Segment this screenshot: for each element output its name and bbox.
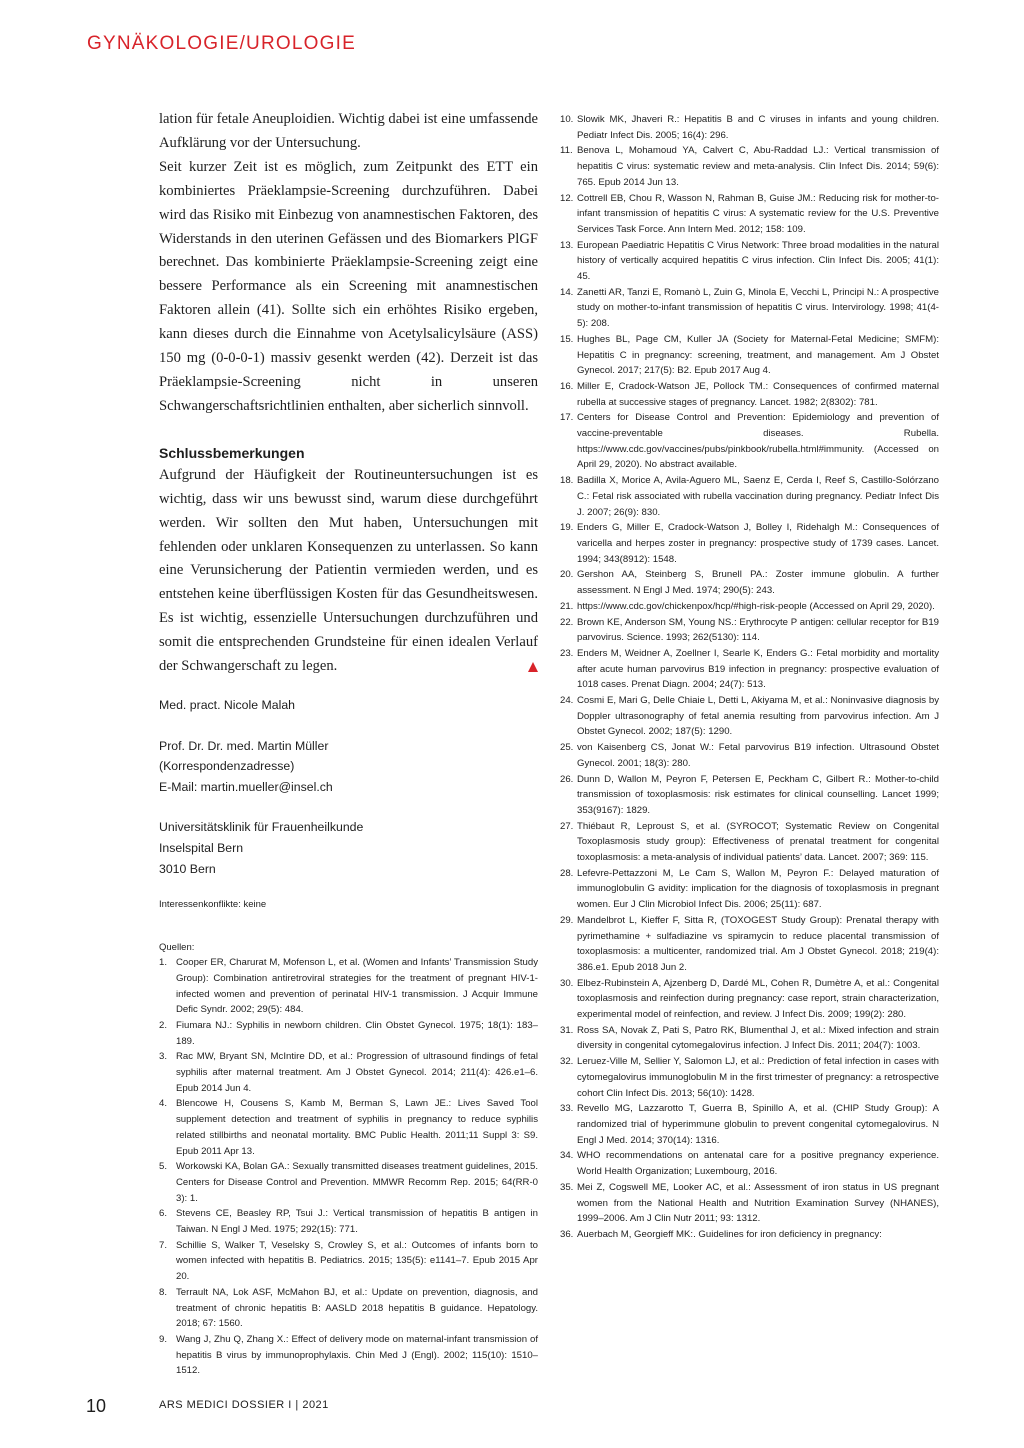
reference-item bbox=[560, 238, 939, 285]
reference-list bbox=[560, 112, 939, 1243]
reference-text: Thiébaut R, Leproust S, et al. (SYROCOT; Systematic Review on Congenital Toxoplasmosis study group): Effectiveness of prenatal treatment for congenital toxoplasmosis: a meta-analysis of individual patients’ data. Lancet. 2007; 369: 115. bbox=[577, 820, 939, 864]
reference-item bbox=[560, 285, 939, 332]
author-name: Med. pract. Nicole Malah bbox=[159, 697, 296, 712]
reference-text: Blencowe H, Cousens S, Kamb M, Berman S, Lawn JE.: Lives Saved Tool supplement detection and treatment of syphilis in pregnancy to reduce syphilis related stillbirths and neonatal mortality. BMC Public Health. 2011;11 Suppl 3: S9. Epub 2011 Apr 13. bbox=[176, 1098, 538, 1157]
reference-number: 36. bbox=[560, 1228, 574, 1240]
reference-number: 8. bbox=[159, 1286, 168, 1298]
body-paragraph: lation für fetale Aneuploidien. Wichtig dabei ist eine umfassende Aufklärung vor der Untersuchung. bbox=[159, 111, 538, 151]
right-column bbox=[560, 112, 939, 1243]
publication-name: ARS MEDICI DOSSIER I | 2021 bbox=[159, 1399, 329, 1411]
reference-number: 17. bbox=[560, 412, 574, 424]
reference-text: von Kaisenberg CS, Jonat W.: Fetal parvovirus B19 infection. Ultrasound Obstet Gynecol. 2001; 18(3): 280. bbox=[577, 742, 939, 769]
reference-number: 21. bbox=[560, 600, 574, 612]
reference-number: 19. bbox=[560, 522, 574, 534]
reference-text: Slowik MK, Jhaveri R.: Hepatitis B and C viruses in infants and young children. Pediatr Infect Dis. 2005; 16(4): 296. bbox=[577, 114, 939, 141]
reference-number: 28. bbox=[560, 867, 574, 879]
reference-item bbox=[560, 819, 939, 866]
reference-item bbox=[560, 1227, 939, 1243]
reference-item bbox=[560, 410, 939, 473]
reference-item bbox=[159, 1238, 538, 1285]
reference-text: Lefevre-Pettazzoni M, Le Cam S, Wallon M, Peyron F.: Delayed maturation of immunoglobulin G avidity: implication for the diagnosis of toxoplasmosis in pregnant women. Eur J Clin Microbiol Infect Dis. 2006; 25(11): 687. bbox=[577, 867, 939, 911]
reference-number: 7. bbox=[159, 1239, 168, 1251]
reference-item bbox=[560, 1148, 939, 1179]
reference-text: Miller E, Cradock-Watson JE, Pollock TM.: Consequences of confirmed maternal rubella at successive stages of pregnancy. Lancet. 1982; 2(8302): 781. bbox=[577, 380, 939, 408]
reference-text: Stevens CE, Beasley RP, Tsui J.: Vertical transmission of hepatitis B antigen in Taiwan. N Engl J Med. 1975; 292(15): 771. bbox=[176, 1208, 538, 1236]
page-number: 10 bbox=[86, 1396, 107, 1416]
reference-item bbox=[560, 913, 939, 976]
institution: Universitätsklinik für Frauenheilkunde bbox=[159, 820, 364, 835]
reference-item bbox=[560, 693, 939, 740]
reference-item bbox=[159, 1018, 538, 1049]
reference-number: 5. bbox=[159, 1161, 168, 1173]
reference-text: Auerbach M, Georgieff MK:. Guidelines for iron deficiency in pregnancy: bbox=[577, 1228, 882, 1240]
reference-text: European Paediatric Hepatitis C Virus Network: Three broad modalities in the natural history of vertically acquired hepatitis C virus infection. Clin Infect Dis. 2005; 41(1): 45. bbox=[577, 239, 939, 283]
reference-number: 24. bbox=[560, 695, 574, 707]
reference-number: 13. bbox=[560, 239, 574, 251]
body-paragraph: Seit kurzer Zeit ist es möglich, zum Zeitpunkt des ETT ein kombiniertes Präeklampsie-Screening durchzuführen. Dabei wird das Risiko mit Einbezug von anamnestischen Faktoren, des Widerstands in den uterinen Gefässen und des Biomarkers PlGF berechnet. Das kombinierte Präeklampsie-Screening zeigt eine bessere Performance als ein Screening mit anamnestischen Faktoren allein (41). Sollte sich ein erhöhtes Risiko ergeben, kann dieses durch die Einnahme von Acetylsalicylsäure (ASS) 150 mg (0-0-0-1) massiv gesenkt werden (42). Derzeit ist das Präeklampsie-Screening nicht in unseren Schwangerschaftsrichtlinien enthalten, aber sicherlich sinnvoll. bbox=[159, 158, 538, 414]
reference-text: Badilla X, Morice A, Avila-Aguero ML, Saenz E, Cerda I, Reef S, Castillo-Solórzano C.: Fetal risk associated with rubella vaccination during pregnancy. Pediatr Infect Dis J. 2007; 26(9): 830. bbox=[577, 475, 939, 518]
reference-text: Elbez-Rubinstein A, Ajzenberg D, Dardé ML, Cohen R, Dumètre A, et al.: Congenital toxoplasmosis and reinfection during pregnancy: case report, strain characterization, experimental model of reinfection, and review. J Infect Dis. 2009; 199(2): 280. bbox=[577, 977, 939, 1021]
reference-number: 9. bbox=[159, 1333, 168, 1345]
reference-number: 10. bbox=[560, 114, 574, 125]
reference-text: Revello MG, Lazzarotto T, Guerra B, Spinillo A, et al. (CHIP Study Group): A randomized trial of hyperimmune globulin to prevent congenital cytomegalovirus. N Engl J Med. 2014; 370(14): 1316. bbox=[577, 1103, 939, 1146]
left-column bbox=[159, 108, 538, 1379]
reference-number: 3. bbox=[159, 1051, 168, 1063]
reference-text: Zanetti AR, Tanzi E, Romanò L, Zuin G, Minola E, Vecchi L, Principi N.: A prospective study on mother-to-infant transmission of hepatitis C virus. Intervirology. 1998; 41(4-5): 208. bbox=[577, 286, 939, 330]
reference-item bbox=[560, 1101, 939, 1148]
reference-text: Leruez-Ville M, Sellier Y, Salomon LJ, et al.: Prediction of fetal infection in cases with cytomegalovirus immunoglobulin M in the first trimester of pregnancy: a retrospective cohort Clin Infect Dis. 2013; 56(10): 1428. bbox=[577, 1056, 939, 1099]
reference-item bbox=[560, 332, 939, 379]
reference-text: Cooper ER, Charurat M, Mofenson L, et al. (Women and Infants’ Transmission Study Group): Combination antiretroviral strategies for the treatment of pregnant HIV-1-infected women and prevention of perinatal HIV-1 transmission. J Acquir Immune Defic Syndr. 2002; 29(5): 484. bbox=[176, 957, 538, 1016]
reference-number: 29. bbox=[560, 914, 574, 926]
reference-number: 23. bbox=[560, 647, 574, 659]
reference-text: Hughes BL, Page CM, Kuller JA (Society for Maternal-Fetal Medicine; SMFM): Hepatitis C in pregnancy: screening, treatment, and management. Am J Obstet Gynecol. 2017; 217(5): B2. Epub 2017 Aug 4. bbox=[577, 333, 939, 377]
reference-list bbox=[159, 955, 538, 1379]
reference-number: 34. bbox=[560, 1150, 574, 1162]
reference-text: Cosmi E, Mari G, Delle Chiaie L, Detti L, Akiyama M, et al.: Noninvasive diagnosis by Doppler ultrasonography of fetal anemia resulting from parvovirus infection. Am J Obstet Gynecol. 2002; 187(5): 1290. bbox=[577, 695, 939, 738]
reference-item bbox=[560, 112, 939, 143]
reference-number: 16. bbox=[560, 380, 574, 392]
reference-item bbox=[159, 1159, 538, 1206]
reference-number: 2. bbox=[159, 1019, 168, 1031]
reference-text: Dunn D, Wallon M, Peyron F, Petersen E, Peckham C, Gilbert R.: Mother-to-child transmission of toxoplasmosis: risk estimates for clinical counselling. Lancet 1999; 353(9167): 1829. bbox=[577, 773, 939, 816]
reference-number: 1. bbox=[159, 957, 168, 969]
reference-number: 18. bbox=[560, 475, 574, 487]
reference-number: 32. bbox=[560, 1056, 574, 1068]
reference-item bbox=[560, 567, 939, 598]
reference-item bbox=[560, 740, 939, 771]
reference-number: 31. bbox=[560, 1024, 574, 1036]
reference-number: 25. bbox=[560, 742, 574, 754]
reference-number: 27. bbox=[560, 820, 574, 832]
institution: Inselspital Bern bbox=[159, 840, 244, 855]
reference-text: Schillie S, Walker T, Veselsky S, Crowley S, et al.: Outcomes of infants born to women infected with hepatitis B. Pediatrics. 2015; 135(5): e1141–7. Epub 2015 Apr 20. bbox=[176, 1239, 538, 1283]
reference-item bbox=[560, 615, 939, 646]
section-header: GYNÄKOLOGIE/UROLOGIE bbox=[87, 33, 356, 54]
reference-text: Rac MW, Bryant SN, McIntire DD, et al.: Progression of ultrasound findings of fetal syphilis after maternal treatment. Am J Obstet Gynecol. 2014; 211(4): 426.e1–6. Epub 2014 Jun 4. bbox=[176, 1051, 538, 1094]
reference-item bbox=[159, 1049, 538, 1096]
reference-number: 22. bbox=[560, 616, 574, 628]
reference-number: 30. bbox=[560, 977, 574, 989]
reference-item bbox=[560, 772, 939, 819]
reference-item bbox=[560, 976, 939, 1023]
reference-text: Enders G, Miller E, Cradock-Watson J, Bolley I, Ridehalgh M.: Consequences of varicella and herpes zoster in pregnancy: prospective study of 1739 cases. Lancet. 1994; 343(8912): 1548. bbox=[577, 522, 939, 565]
reference-item bbox=[560, 1180, 939, 1227]
reference-number: 20. bbox=[560, 569, 574, 581]
reference-text: Mandelbrot L, Kieffer F, Sitta R, (TOXOGEST Study Group): Prenatal therapy with pyrimethamine + sulfadiazine vs spiramycin to reduce placental transmission of toxoplasmosis: a multicenter, randomized trial. Am J Obstet Gynecol. 2018; 219(4): 386.e1. Epub 2018 Jun 2. bbox=[577, 914, 939, 973]
reference-item bbox=[159, 955, 538, 1018]
reference-item bbox=[560, 191, 939, 238]
reference-text: https://www.cdc.gov/chickenpox/hcp/#high-risk-people (Accessed on April 29, 2020). bbox=[577, 600, 935, 612]
reference-text: Centers for Disease Control and Prevention: Epidemiology and prevention of vaccine-preventable diseases. Rubella. https://www.cdc.gov/vaccines/pubs/pinkbook/rubella.html#immunity. (Accessed on April 29, 2020). No abstract available. bbox=[577, 412, 939, 471]
reference-number: 26. bbox=[560, 773, 574, 785]
reference-text: Enders M, Weidner A, Zoellner I, Searle K, Enders G.: Fetal morbidity and mortality after acute human parvovirus B19 infection in pregnancy: prospective evaluation of 1018 cases. Prenat Diagn. 2004; 24(7): 513. bbox=[577, 647, 939, 691]
reference-item bbox=[159, 1332, 538, 1379]
closing-paragraph bbox=[159, 464, 538, 679]
reference-text: Mei Z, Cogswell ME, Looker AC, et al.: Assessment of iron status in US pregnant women from the National Health and Nutrition Examination Survey (NHANES), 1999–2006. Am J Clin Nutr 2011; 93: 1312. bbox=[577, 1181, 939, 1225]
reference-item bbox=[560, 866, 939, 913]
section-heading: Schlussbemerkungen bbox=[159, 444, 305, 461]
reference-item bbox=[159, 1206, 538, 1237]
reference-item bbox=[560, 379, 939, 410]
sources-label: Quellen: bbox=[159, 942, 195, 954]
reference-item bbox=[560, 473, 939, 520]
reference-text: Gershon AA, Steinberg S, Brunell PA.: Zoster immune globulin. A further assessment. N Engl J Med. 1974; 290(5): 243. bbox=[577, 569, 939, 597]
reference-item bbox=[159, 1285, 538, 1332]
email: E-Mail: martin.mueller@insel.ch bbox=[159, 779, 333, 794]
correspondence-note: (Korrespondenzadresse) bbox=[159, 759, 295, 774]
conflicts-statement: Interessenkonflikte: keine bbox=[159, 899, 267, 911]
reference-number: 35. bbox=[560, 1181, 574, 1193]
institution: 3010 Bern bbox=[159, 861, 216, 876]
reference-text: Terrault NA, Lok ASF, McMahon BJ, et al.: Update on prevention, diagnosis, and treatment of chronic hepatitis B: AASLD 2018 hepatitis B guidance. Hepatology. 2018; 67: 1560. bbox=[176, 1286, 538, 1330]
reference-number: 33. bbox=[560, 1103, 574, 1115]
reference-number: 12. bbox=[560, 192, 574, 204]
reference-text: Ross SA, Novak Z, Pati S, Patro RK, Blumenthal J, et al.: Mixed infection and strain diversity in congenital cytomegalovirus infection. J Infect Dis. 2011; 204(7): 1003. bbox=[577, 1024, 939, 1052]
reference-item bbox=[159, 1096, 538, 1159]
reference-item bbox=[560, 143, 939, 190]
reference-item bbox=[560, 599, 939, 615]
reference-text: WHO recommendations on antenatal care for a positive pregnancy experience. World Health Organization; Luxembourg, 2016. bbox=[577, 1150, 939, 1178]
reference-number: 11. bbox=[560, 145, 573, 157]
reference-number: 4. bbox=[159, 1098, 168, 1110]
reference-item bbox=[560, 1054, 939, 1101]
closing-text: Aufgrund der Häufigkeit der Routineuntersuchungen ist es wichtig, dass wir uns bewusst sind, warum diese durchgeführt werden. Wir sollten den Mut haben, Untersuchungen mit fehlenden oder unklaren Konsequenzen zu unterlassen. So kann eine Verunsicherung der Patientin vermieden werden, und es entstehen keine überflüssigen Kosten für das Gesundheitswesen. Es ist wichtig, essenzielle Untersuchungen durchzuführen und somit die entsprechenden Grundsteine für einen idealen Verlauf der Schwangerschaft zu legen. bbox=[159, 466, 538, 675]
reference-item bbox=[560, 520, 939, 567]
reference-text: Cottrell EB, Chou R, Wasson N, Rahman B, Guise JM.: Reducing risk for mother-to-infant transmission of hepatitis C virus: A systematic review for the U.S. Preventive Services Task Force. Ann Intern Med. 2012; 158: 109. bbox=[577, 192, 939, 235]
reference-number: 14. bbox=[560, 286, 574, 298]
reference-number: 6. bbox=[159, 1208, 168, 1220]
reference-text: Benova L, Mohamoud YA, Calvert C, Abu-Raddad LJ.: Vertical transmission of hepatitis C virus: systematic review and meta-analysis. Clin Infect Dis. 2014; 59(6): 765. Epub 2014 Jun 13. bbox=[577, 145, 939, 188]
author-name: Prof. Dr. Dr. med. Martin Müller bbox=[159, 738, 329, 753]
triangle-up-icon bbox=[528, 662, 538, 672]
reference-text: Brown KE, Anderson SM, Young NS.: Erythrocyte P antigen: cellular receptor for B19 parvovirus. Science. 1993; 262(5130): 114. bbox=[577, 616, 939, 644]
reference-text: Wang J, Zhu Q, Zhang X.: Effect of delivery mode on maternal-infant transmission of hepatitis B virus by immunoprophylaxis. Chin Med J (Engl). 2002; 115(10): 1510–1512. bbox=[176, 1333, 538, 1377]
reference-item bbox=[560, 646, 939, 693]
reference-item bbox=[560, 1023, 939, 1054]
reference-text: Workowski KA, Bolan GA.: Sexually transmitted diseases treatment guidelines, 2015. Centers for Disease Control and Prevention. MMWR Recomm Rep. 2015; 64(RR-0 3): 1. bbox=[176, 1161, 538, 1204]
reference-text: Fiumara NJ.: Syphilis in newborn children. Clin Obstet Gynecol. 1975; 18(1): 183–189. bbox=[176, 1019, 538, 1047]
reference-number: 15. bbox=[560, 333, 574, 345]
